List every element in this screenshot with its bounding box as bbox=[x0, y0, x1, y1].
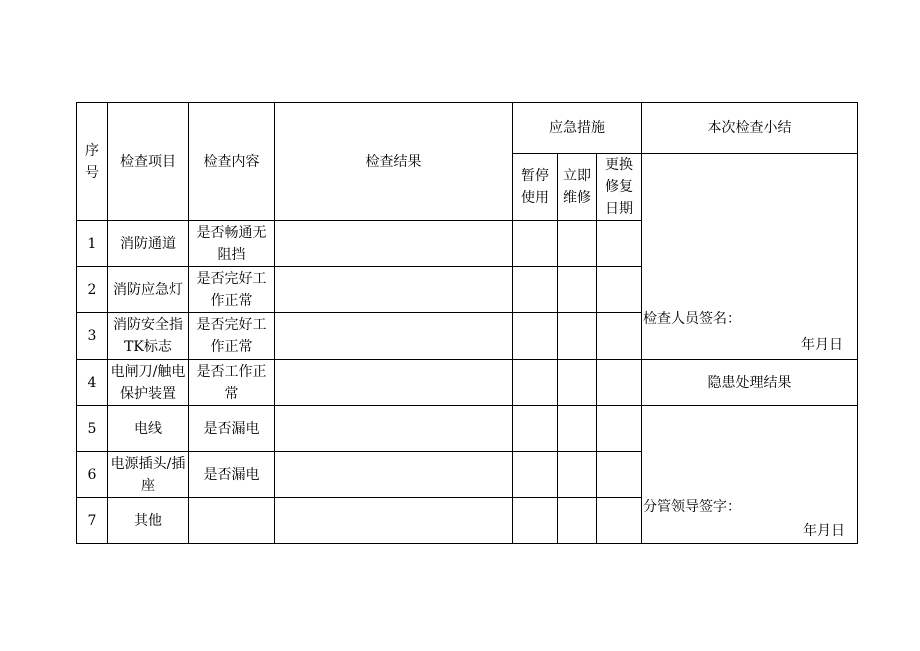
row-result bbox=[275, 313, 513, 360]
row-content: 是否完好工作正常 bbox=[189, 313, 275, 360]
row-result bbox=[275, 360, 513, 406]
row-content: 是否完好工作正常 bbox=[189, 267, 275, 313]
row-replace bbox=[597, 406, 642, 452]
row-content: 是否畅通无阻挡 bbox=[189, 221, 275, 267]
row-item: 电闸刀/触电保护装置 bbox=[108, 360, 189, 406]
row-replace bbox=[597, 313, 642, 360]
header-content: 检查内容 bbox=[189, 103, 275, 221]
row-content: 是否工作正常 bbox=[189, 360, 275, 406]
header-result: 检查结果 bbox=[275, 103, 513, 221]
row-number: 3 bbox=[77, 313, 108, 360]
inspector-sign-label: 检查人员签名： bbox=[643, 311, 742, 327]
row-replace bbox=[597, 498, 642, 544]
row-result bbox=[275, 498, 513, 544]
row-number: 4 bbox=[77, 360, 108, 406]
row-number: 5 bbox=[77, 406, 108, 452]
row-repair bbox=[558, 313, 597, 360]
header-repair: 立即维修 bbox=[558, 154, 597, 221]
row-suspend bbox=[513, 406, 558, 452]
row-item: 消防通道 bbox=[108, 221, 189, 267]
hazard-result-title: 隐患处理结果 bbox=[642, 360, 858, 406]
header-seq: 序号 bbox=[77, 103, 108, 221]
row-suspend bbox=[513, 221, 558, 267]
row-replace bbox=[597, 452, 642, 498]
header-suspend: 暂停使用 bbox=[513, 154, 558, 221]
header-summary: 本次检查小结 bbox=[642, 103, 858, 154]
row-replace bbox=[597, 267, 642, 313]
leader-sign-label: 分管领导签字： bbox=[643, 499, 742, 515]
row-suspend bbox=[513, 267, 558, 313]
row-repair bbox=[558, 498, 597, 544]
row-number: 1 bbox=[77, 221, 108, 267]
row-replace bbox=[597, 221, 642, 267]
row-item: 消防安全指TK标志 bbox=[108, 313, 189, 360]
header-emergency: 应急措施 bbox=[513, 103, 642, 154]
row-result bbox=[275, 267, 513, 313]
row-repair bbox=[558, 406, 597, 452]
row-suspend bbox=[513, 313, 558, 360]
row-item: 电源插头/插座 bbox=[108, 452, 189, 498]
header-replace: 更换修复日期 bbox=[597, 154, 642, 221]
row-repair bbox=[558, 360, 597, 406]
row-replace bbox=[597, 360, 642, 406]
row-suspend bbox=[513, 360, 558, 406]
row-item: 其他 bbox=[108, 498, 189, 544]
row-content: 是否漏电 bbox=[189, 406, 275, 452]
row-result bbox=[275, 452, 513, 498]
row-number: 2 bbox=[77, 267, 108, 313]
row-item: 消防应急灯 bbox=[108, 267, 189, 313]
row-item: 电线 bbox=[108, 406, 189, 452]
row-suspend bbox=[513, 452, 558, 498]
row-repair bbox=[558, 267, 597, 313]
row-suspend bbox=[513, 498, 558, 544]
row-result bbox=[275, 221, 513, 267]
header-item: 检查项目 bbox=[108, 103, 189, 221]
inspection-table bbox=[76, 102, 858, 544]
leader-sign-cell bbox=[642, 406, 858, 544]
row-content: 是否漏电 bbox=[189, 452, 275, 498]
leader-sign-date: 年月日 bbox=[803, 523, 846, 539]
inspector-sign-cell bbox=[642, 154, 858, 360]
row-repair bbox=[558, 221, 597, 267]
row-content bbox=[189, 498, 275, 544]
row-number: 7 bbox=[77, 498, 108, 544]
inspector-sign-date: 年月日 bbox=[801, 337, 844, 353]
row-number: 6 bbox=[77, 452, 108, 498]
row-result bbox=[275, 406, 513, 452]
row-repair bbox=[558, 452, 597, 498]
